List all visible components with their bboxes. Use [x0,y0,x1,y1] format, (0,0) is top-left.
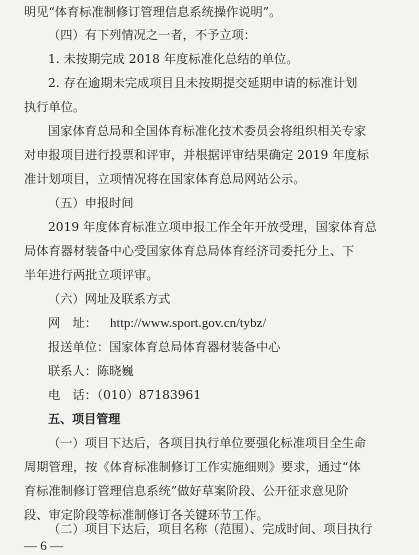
text-line: （四）有下列情况之一者，不予立项： [48,28,257,42]
section-heading: （六）网址及联系方式 [48,292,171,306]
page-number: — 6 — [24,538,63,553]
text-line: 2019 年度体育标准立项申报工作全年开放受理，国家体育总 [48,220,377,234]
text-line: 明见“体育标准制修订管理信息系统操作说明”。 [24,5,282,19]
text-line: 1. 未按期完成 2018 年度标准化总结的单位。 [48,52,299,66]
chapter-heading: 五、项目管理 [48,412,121,426]
text-line: 国家体育总局和全国体育标准化技术委员会将组织相关专家 [48,124,367,138]
text-line: 联系人：陈晓巍 [48,364,134,378]
text-line: 周期管理，按《体育标准制修订工作实施细则》要求，通过“体 [24,460,361,474]
text-line: （二）项目下达后，项目名称（范围）、完成时间、项目执行 [48,522,373,536]
text-line: 育标准制修订管理信息系统”做好草案阶段、公开征求意见阶 [24,484,349,498]
text-line: 段、审定阶段等标准制修订各关键环节工作。 [24,508,269,522]
website-label: 网 址： [48,316,97,330]
text-line: 准计划项目，立项情况将在国家体育总局网站公示。 [24,172,306,186]
text-line: 报送单位：国家体育总局体育器材装备中心 [48,340,281,354]
text-line: 2. 存在逾期未完成项目且未按期提交延期申请的标准计划 [48,76,358,90]
text-line: 电 话：（010）87183961 [48,388,202,402]
text-line: 对申报项目进行投票和评审，并根据评审结果确定 2019 年度标 [24,148,370,162]
text-line: 局体育器材装备中心受国家体育总局体育经济司委托分上、下 [24,244,355,258]
text-line: （一）项目下达后，各项目执行单位要强化标准项目全生命 [48,436,367,450]
text-line: 执行单位。 [24,100,86,114]
text-line: 半年进行两批立项评审。 [24,268,159,282]
website-link[interactable]: http://www.sport.gov.cn/tybz/ [110,315,267,330]
section-heading: （五）申报时间 [48,196,134,210]
